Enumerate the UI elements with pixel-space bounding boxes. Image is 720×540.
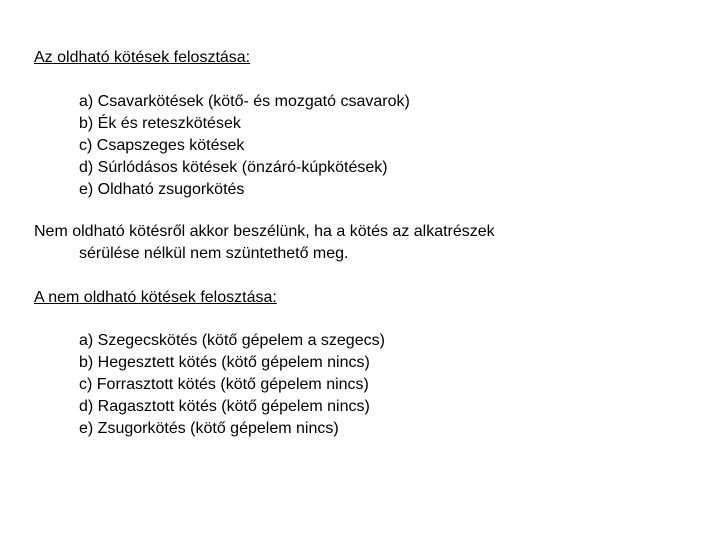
non-removable-joint-item: e) Zsugorkötés (kötő gépelem nincs): [79, 420, 339, 437]
non-removable-joint-item: d) Ragasztott kötés (kötő gépelem nincs): [79, 398, 370, 415]
removable-joints-title: Az oldható kötések felosztása:: [34, 49, 251, 66]
removable-joint-item: a) Csavarkötések (kötő- és mozgató csavarok): [79, 93, 410, 110]
definition-line-2: sérülése nélkül nem szüntethető meg.: [79, 245, 349, 262]
removable-joint-item: e) Oldható zsugorkötés: [79, 181, 245, 198]
definition-line-1: Nem oldható kötésről akkor beszélünk, ha a kötés az alkatrészek: [34, 223, 495, 240]
removable-joint-item: b) Ék és reteszkötések: [79, 115, 241, 132]
non-removable-joints-title: A nem oldható kötések felosztása:: [34, 289, 277, 306]
non-removable-joint-item: b) Hegesztett kötés (kötő gépelem nincs): [79, 354, 370, 371]
non-removable-joint-item: c) Forrasztott kötés (kötő gépelem nincs): [79, 376, 369, 393]
removable-joint-item: d) Súrlódásos kötések (önzáró-kúpkötések): [79, 159, 388, 176]
non-removable-joint-item: a) Szegecskötés (kötő gépelem a szegecs): [79, 332, 385, 349]
removable-joint-item: c) Csapszeges kötések: [79, 137, 245, 154]
